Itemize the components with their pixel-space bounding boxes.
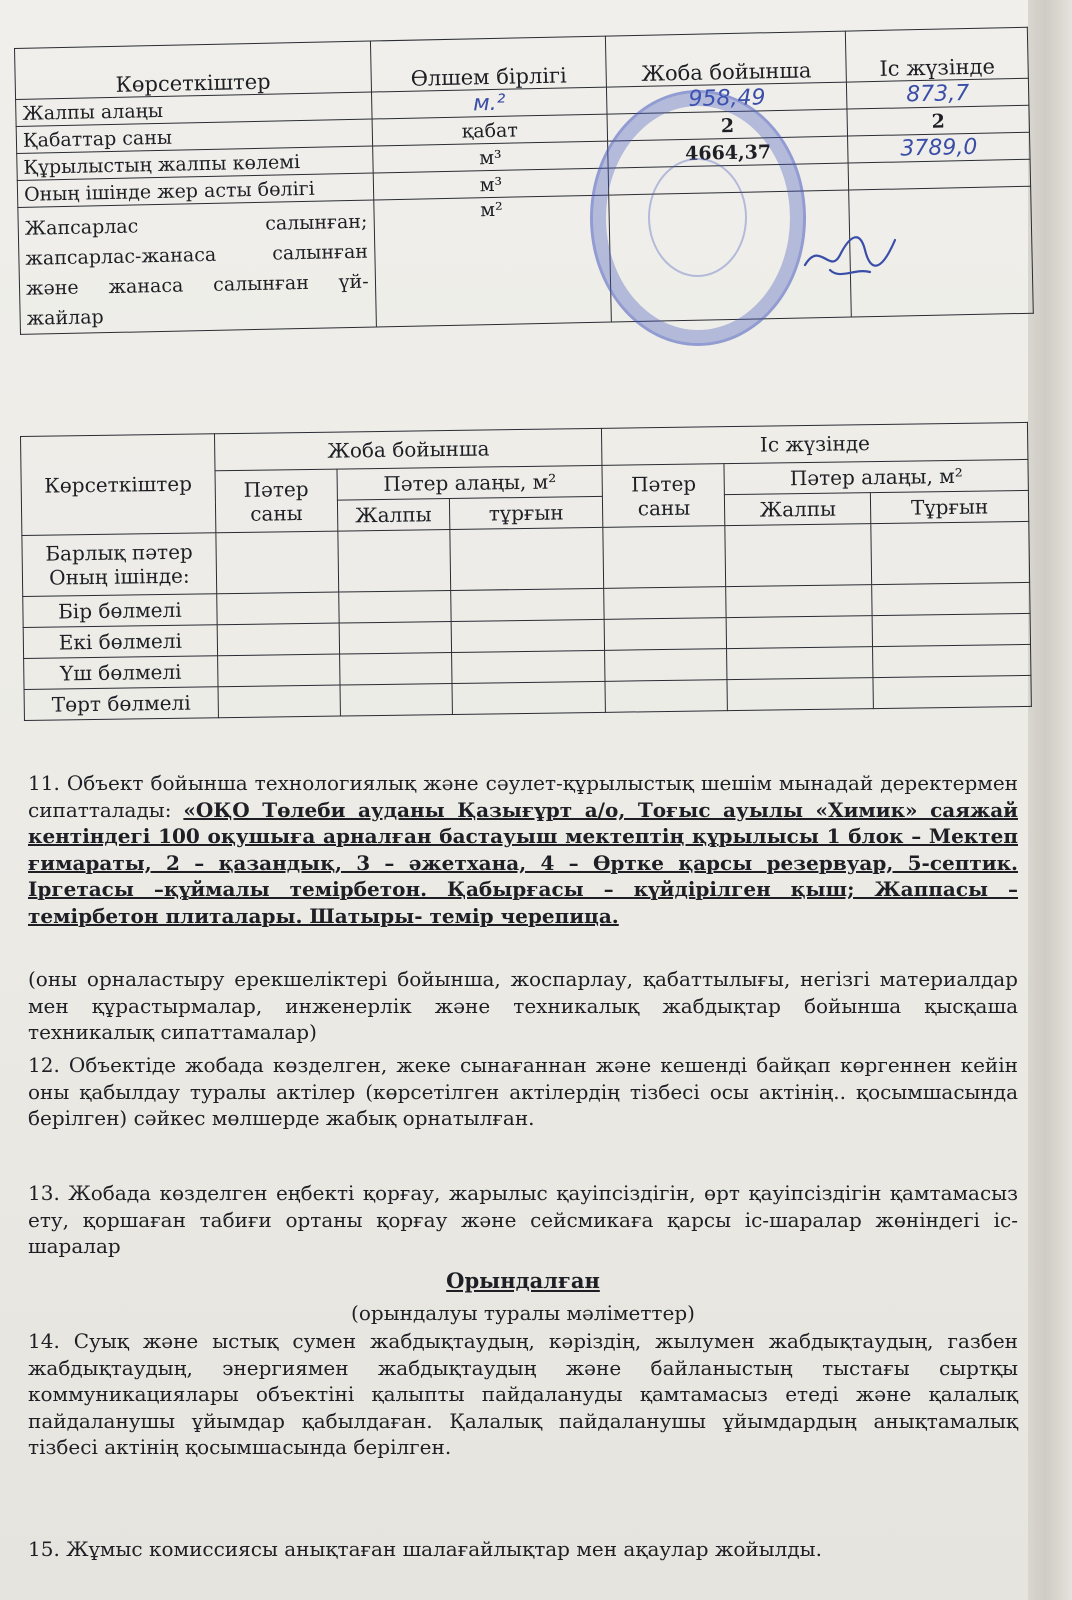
- completed-note: (орындалуы туралы мәліметтер): [351, 1301, 695, 1325]
- row-actual-value: 3789,0: [848, 132, 1030, 163]
- paragraph-11: [28, 770, 1018, 929]
- paragraph-11-object-description: «ОҚО Төлеби ауданы Қазығұрт а/о, Тоғыс ауылы «Химик» саяжай кентіндегі 100 оқушыға арналған бастауыш мектептің құрылысы 1 блок – Мектеп ғимараты, 2 – қазандық, 3 – әжетхана, 4 – Өртке қарсы резервуар, 5-септик. Іргетасы –құймалы темірбетон. Қабырғасы – күйдірілген қыш; Жаппасы – темірбетон плиталары. Шатыры- темір черепица.: [28, 797, 1018, 928]
- row-all-label: Барлық пәтер: [45, 539, 193, 566]
- header-actual: Іс жүзінде: [845, 27, 1028, 82]
- row-name: Оның ішінде жер асты бөлігі: [17, 173, 373, 207]
- header-apt-count-project: Пәтер саны: [215, 469, 338, 533]
- paragraph-11-intro: 11. Объект бойынша технологиялық және сәулет-құрылыстық шешім мынадай деректермен сипатталады:: [28, 771, 1018, 822]
- row-name: Жапсарлас салынған; жапсарлас-жанаса салынған және жанаса салынған үй-жайлар: [18, 200, 376, 334]
- page-edge: [1028, 0, 1072, 1600]
- header-living-actual: Тұрғын: [871, 490, 1029, 523]
- row-name: Бір бөлмелі: [23, 594, 217, 628]
- row-name: Құрылыстың жалпы көлемі: [17, 146, 373, 180]
- header-project: Жоба бойынша: [606, 31, 847, 87]
- header-apt-area-actual: Пәтер алаңы, м²: [724, 459, 1028, 494]
- row-project-value: 958,49: [607, 82, 847, 114]
- completed-heading: Орындалған: [446, 1268, 600, 1293]
- signature-icon: [800, 220, 900, 290]
- row-all-apartments: [22, 533, 217, 597]
- official-stamp: [590, 90, 806, 346]
- row-name: Жалпы алаңы: [16, 92, 372, 126]
- row-unit: қабат: [372, 114, 608, 146]
- row-actual-value: 873,7: [847, 78, 1029, 109]
- header-indicators: Көрсеткіштер: [15, 41, 372, 99]
- apartments-table: [20, 422, 1032, 721]
- header-total-actual: Жалпы: [725, 493, 871, 526]
- row-unit: м.²: [371, 87, 607, 119]
- row-unit: м³: [372, 141, 608, 173]
- header-total-project: Жалпы: [337, 499, 449, 532]
- row-project-value: 4664,37: [608, 136, 848, 168]
- row-name: Қабаттар саны: [16, 119, 372, 153]
- paragraph-12: 12. Объектіде жобада көзделген, жеке сынағаннан және кешенді байқап көргеннен кейін оны қабылдау туралы актілер (көрсетілген актілердің тізбесі осы актінің.. қосымшасында берілген) сәйкес мөлшерде жабық орнатылған.: [28, 1053, 1018, 1130]
- row-unit: м²: [373, 195, 611, 327]
- paragraph-14: 14. Суық және ыстық сумен жабдықтаудың, кәріздің, жылумен жабдықтаудың, газбен жабдықтаудың, энергиямен жабдықтаудың және байланыстың тыстағы сыртқы коммуникациялары объектіні қалыпты пайдалануды қамтамасыз етеді және қалалық пайдаланушы ұйымдар қабылдаған. Қалалық пайдаланушы ұйымдардың анықтамалық тізбесі актінің қосымшасында берілген.: [28, 1329, 1018, 1459]
- header-project: Жоба бойынша: [214, 428, 602, 470]
- header-unit: Өлшем бірлігі: [370, 36, 607, 92]
- row-project-value: 2: [607, 109, 847, 141]
- row-actual-value: [848, 159, 1030, 190]
- row-actual-value: 2: [847, 105, 1029, 136]
- header-living-project: тұрғын: [449, 496, 603, 529]
- paragraph-11-note: (оны орналастыру ерекшеліктері бойынша, жоспарлау, қабаттылығы, негізгі материалдар мен құрастырмалар, инженерлік және техникалық жабдықтар бойынша қысқаша техникалық сипаттамалар): [28, 967, 1018, 1044]
- paragraph-15: 15. Жұмыс комиссиясы анықтаған шалағайлықтар мен ақаулар жойылды.: [28, 1537, 822, 1561]
- paragraph-13: 13. Жобада көзделген еңбекті қорғау, жарылыс қауіпсіздігін, өрт қауіпсіздігін қамтамасыз ету, қоршаған табиғи ортаны қорғау және сейсмикаға қарсы іс-шаралар жөніндегі іс-шаралар: [28, 1181, 1018, 1258]
- row-name: Төрт бөлмелі: [24, 687, 218, 721]
- row-incl-label: Оның ішінде:: [49, 563, 190, 590]
- row-name: Үш бөлмелі: [24, 656, 218, 690]
- header-actual: Іс жүзінде: [602, 422, 1028, 465]
- header-apt-area-project: Пәтер алаңы, м²: [337, 465, 603, 500]
- row-name: Екі бөлмелі: [23, 625, 217, 659]
- row-unit: м³: [373, 168, 609, 200]
- header-apt-count-actual: Пәтер саны: [602, 464, 725, 528]
- header-indicators: Көрсеткіштер: [21, 434, 216, 536]
